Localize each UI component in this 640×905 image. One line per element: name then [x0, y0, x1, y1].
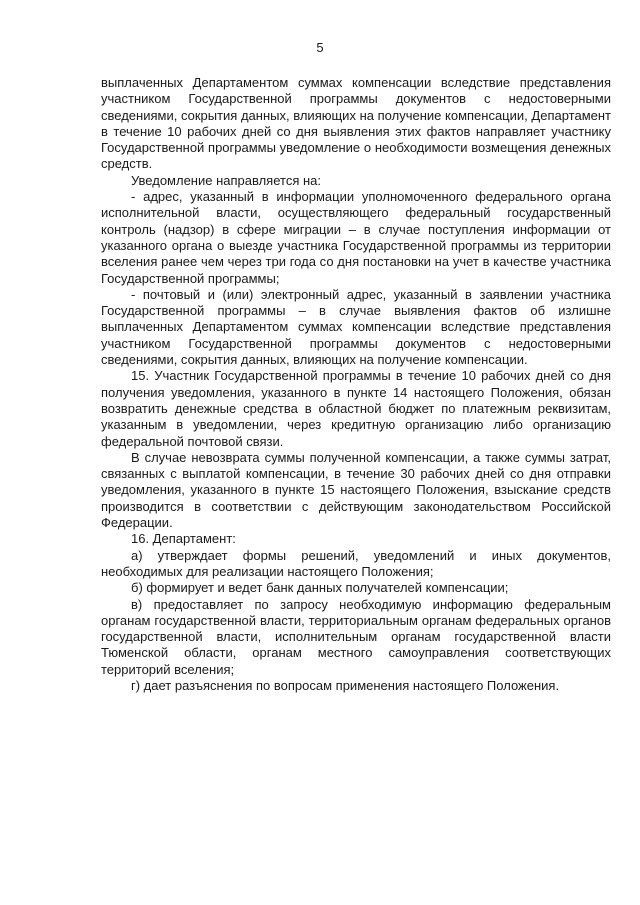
page-number: 5 [316, 40, 324, 55]
document-body [101, 75, 611, 694]
paragraph-16a: а) утверждает формы решений, уведомлений и иных документов, необходимых для реализации настоящего Положения; [101, 547, 611, 579]
paragraph-16c: в) предоставляет по запросу необходимую информацию федеральным органам государственной власти, территориальным органам федеральных органов государственной власти, исполнительным органам государственной власти Тюменской области, органам местного самоуправления соответствующих территорий вселения; [101, 596, 611, 677]
paragraph-item-16: 16. Департамент: [131, 531, 236, 547]
paragraph-16d: г) дает разъяснения по вопросам применения настоящего Положения. [131, 677, 560, 693]
paragraph-notice-address: - адрес, указанный в информации уполномоченного федерального органа исполнительной власти, осуществляющего федеральный государственный контроль (надзор) в сфере миграции – в случае поступления информации от указанного органа о выезде участника Государственной программы из территории вселения ранее чем через три года со дня постановки на учет в качестве участника Государственной программы; [101, 189, 611, 286]
paragraph-16b: б) формирует и ведет банк данных получателей компенсации; [131, 580, 509, 596]
paragraph-notice-postal: - почтовый и (или) электронный адрес, указанный в заявлении участника Государственной программы – в случае выявления фактов об излишне выплаченных Департаментом суммах компенсации вследствие представления участником Государственной программы документов с недостоверными сведениями, сокрытия данных, влияющих на получение компенсации. [101, 286, 611, 368]
paragraph-non-return: В случае невозврата суммы полученной компенсации, а также суммы затрат, связанных с выплатой компенсации, в течение 30 рабочих дней со дня отправки уведомления, указанного в пункте 15 настоящего Положения, взыскание средств производится в соответствии с действующим законодательством Российской Федерации. [101, 449, 611, 531]
paragraph-item-15: 15. Участник Государственной программы в течение 10 рабочих дней со дня получения уведомления, указанного в пункте 14 настоящего Положения, обязан возвратить денежные средства в областной бюджет по платежным реквизитам, указанным в уведомлении, через кредитную организацию либо организацию федеральной почтовой связи. [101, 368, 611, 449]
paragraph-continuation: выплаченных Департаментом суммах компенсации вследствие представления участником Государственной программы документов с недостоверными сведениями, сокрытия данных, влияющих на получение компенсации, Департамент в течение 10 рабочих дней со дня выявления этих фактов направляет участнику Государственной программы уведомление о необходимости возмещения денежных средств. [101, 75, 611, 172]
paragraph-notice-intro: Уведомление направляется на: [131, 172, 322, 188]
